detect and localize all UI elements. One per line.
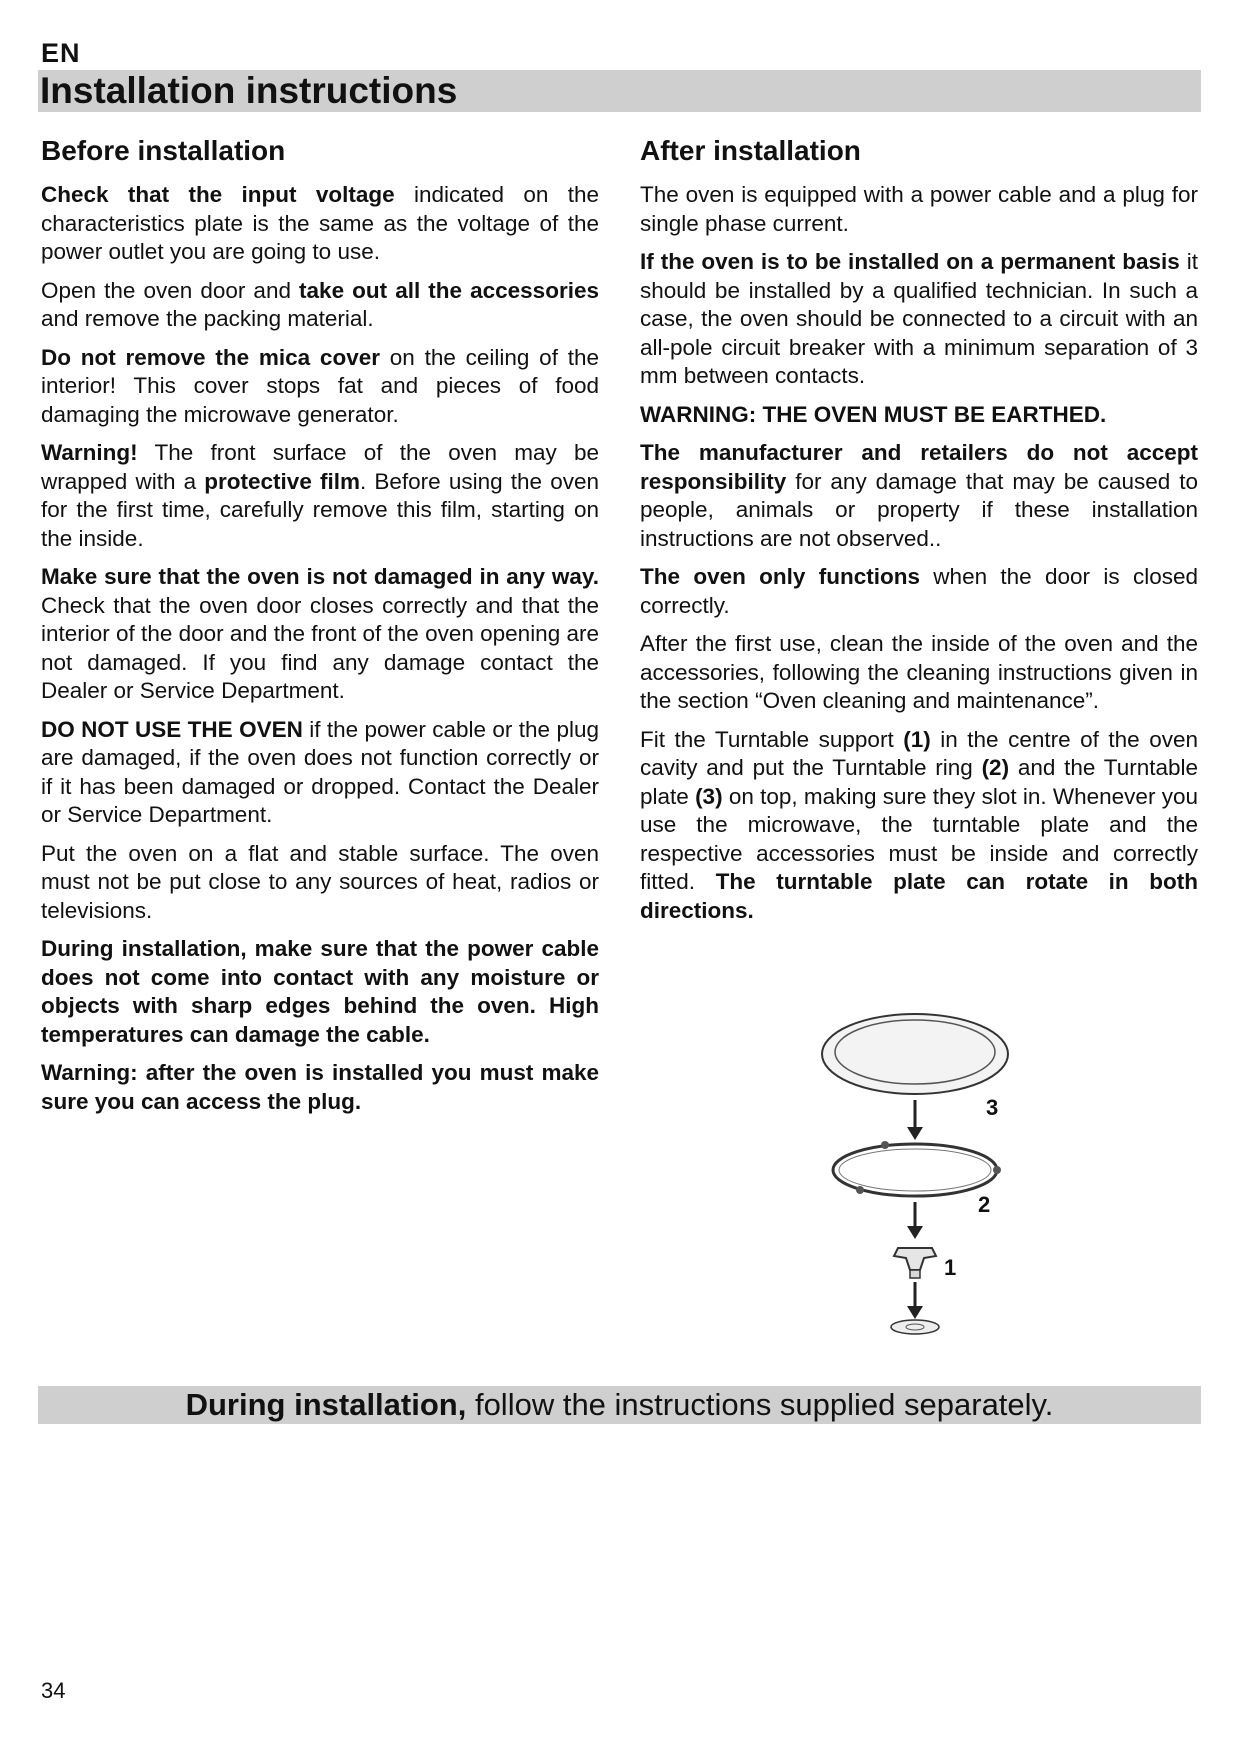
turntable-assembly-drawing xyxy=(820,1012,1010,1337)
title-bar xyxy=(38,70,1201,112)
paragraph: Fit the Turntable support (1) in the centre of the oven cavity and put the Turntable ring (2) and the Turntable plate (3) on top, making sure they slot in. Whenever you use the microwave, the turntable plate and the respective accessories must be inside and correctly fitted. The turntable plate can rotate in both directions. xyxy=(640,726,1198,923)
paragraph: During installation, make sure that the power cable does not come into contact with any moisture or objects with sharp edges behind the oven. High temperatures can damage the cable. xyxy=(41,936,599,1047)
paragraph: Do not remove the mica cover on the ceiling of the interior! This cover stops fat and pieces of food damaging the microwave generator. xyxy=(41,344,599,427)
before-installation-heading: Before installation xyxy=(41,135,286,166)
after-installation-column xyxy=(640,134,1198,935)
paragraph: DO NOT USE THE OVEN if the power cable or the plug are damaged, if the oven does not function correctly or if it has been damaged or dropped. Contact the Dealer or Service Department. xyxy=(41,716,599,827)
label-turntable-plate: 3 xyxy=(986,1095,999,1120)
paragraph: The oven only functions when the door is closed correctly. xyxy=(640,564,1198,618)
paragraph: WARNING: THE OVEN MUST BE EARTHED. xyxy=(640,401,1107,427)
footer-notice-text: follow the instructions supplied separately. xyxy=(466,1387,1054,1422)
turntable-support-icon xyxy=(894,1248,936,1278)
page-title: Installation instructions xyxy=(40,70,458,111)
paragraph: Warning: after the oven is installed you must make sure you can access the plug. xyxy=(41,1060,599,1114)
turntable-base-icon xyxy=(891,1320,939,1334)
before-installation-column xyxy=(41,134,599,1126)
language-code: EN xyxy=(41,38,81,68)
page-number: 34 xyxy=(41,1678,66,1703)
turntable-assembly-diagram xyxy=(820,1012,1010,1337)
paragraph: The oven is equipped with a power cable and a plug for single phase current. xyxy=(640,182,1198,236)
paragraph: If the oven is to be installed on a permanent basis it should be installed by a qualified technician. In such a case, the oven should be connected to a circuit with an all-pole circuit breaker with a minimum separation of 3 mm between contacts. xyxy=(640,249,1198,388)
paragraph: After the first use, clean the inside of the oven and the accessories, following the cleaning instructions given in the section “Oven cleaning and maintenance”. xyxy=(640,631,1198,713)
label-turntable-ring: 2 xyxy=(978,1192,991,1217)
after-installation-heading: After installation xyxy=(640,135,861,166)
paragraph: Warning! The front surface of the oven may be wrapped with a protective film. Before using the oven for the first time, carefully remove this film, starting on the inside. xyxy=(41,440,599,551)
paragraph: Make sure that the oven is not damaged in any way. Check that the oven door closes correctly and that the interior of the door and the front of the oven opening are not damaged. If you find any damage contact the Dealer or Service Department. xyxy=(41,564,599,703)
paragraph: Check that the input voltage indicated on the characteristics plate is the same as the voltage of the power outlet you are going to use. xyxy=(41,182,600,264)
turntable-plate-icon xyxy=(822,1014,1008,1094)
paragraph: The manufacturer and retailers do not accept responsibility for any damage that may be caused to people, animals or property if these installation instructions are not observed.. xyxy=(640,440,1198,551)
footer-notice-bold: During installation, xyxy=(185,1387,467,1422)
paragraph: Put the oven on a flat and stable surface. The oven must not be put close to any sources of heat, radios or televisions. xyxy=(41,840,599,923)
label-turntable-support: 1 xyxy=(944,1255,957,1280)
paragraph: Open the oven door and take out all the accessories and remove the packing material. xyxy=(41,277,599,331)
footer-notice-bar xyxy=(38,1386,1201,1424)
